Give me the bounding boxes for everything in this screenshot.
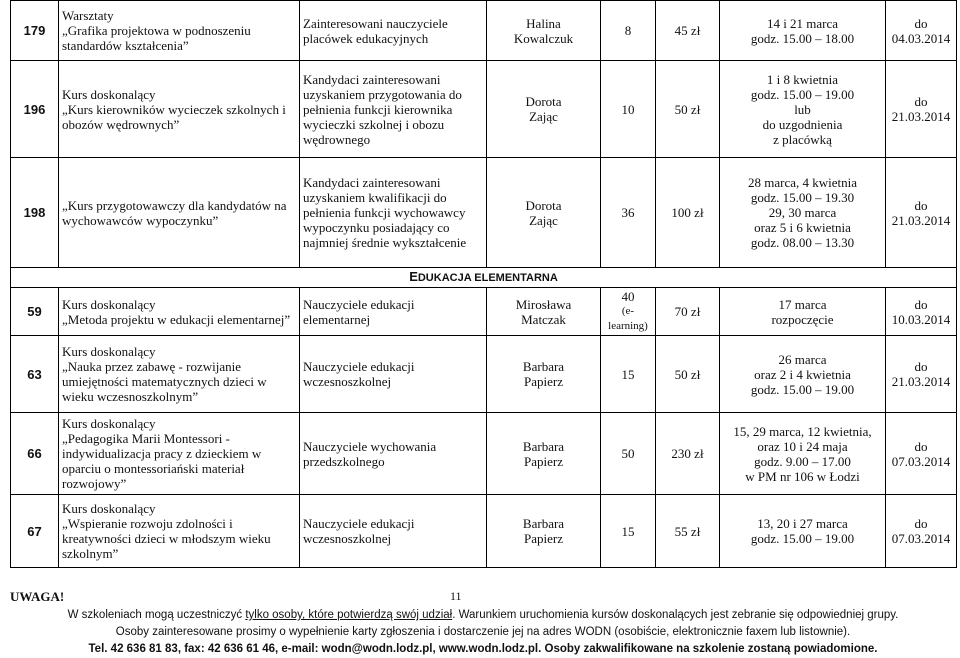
- footer-line-contact: Tel. 42 636 81 83, fax: 42 636 61 46, e-mail: wodn@wodn.lodz.pl, www.wodn.lodz.pl. Osoby zakwalifikowane na szkolenie zostaną powiadomione.: [88, 643, 878, 655]
- course-deadline: do 21.03.2014: [886, 158, 957, 268]
- course-hours: 15: [601, 495, 656, 568]
- course-dates: 17 marca rozpoczęcie: [720, 288, 886, 336]
- section-header-initial: E: [409, 269, 418, 284]
- course-dates: 1 i 8 kwietnia godz. 15.00 – 19.00 lub do uzgodnienia z placówką: [720, 61, 886, 158]
- course-deadline: do 04.03.2014: [886, 1, 957, 61]
- course-lead: Dorota Zając: [487, 61, 601, 158]
- participation-text-start: W szkoleniach mogą uczestniczyć: [67, 609, 246, 621]
- course-price: 230 zł: [656, 413, 720, 495]
- course-price: 100 zł: [656, 158, 720, 268]
- table-row: [11, 61, 957, 158]
- course-hours: 36: [601, 158, 656, 268]
- course-hours: 8: [601, 1, 656, 61]
- course-number: 59: [11, 288, 59, 336]
- course-deadline: do 07.03.2014: [886, 413, 957, 495]
- course-title: Kurs doskonalący „Kurs kierowników wycieczek szkolnych i obozów wędrownych”: [59, 61, 300, 158]
- footer-line-warning: [10, 588, 956, 607]
- course-dates: 26 marca oraz 2 i 4 kwietnia godz. 15.00 – 19.00: [720, 336, 886, 413]
- course-hours: [601, 288, 656, 336]
- course-dates: 13, 20 i 27 marca godz. 15.00 – 19.00: [720, 495, 886, 568]
- course-number: 67: [11, 495, 59, 568]
- course-title: Kurs doskonalący „Metoda projektu w edukacji elementarnej”: [59, 288, 300, 336]
- courses-table: [10, 0, 957, 568]
- course-hours: 50: [601, 413, 656, 495]
- course-dates: 28 marca, 4 kwietnia godz. 15.00 – 19.30 29, 30 marca oraz 5 i 6 kwietnia godz. 08.00 – 13.30: [720, 158, 886, 268]
- table-row: [11, 288, 957, 336]
- course-audience: Nauczyciele edukacji elementarnej: [300, 288, 487, 336]
- course-deadline: do 10.03.2014: [886, 288, 957, 336]
- course-lead: Mirosława Matczak: [487, 288, 601, 336]
- course-title: Warsztaty „Grafika projektowa w podnoszeniu standardów kształcenia”: [59, 1, 300, 61]
- course-number: 198: [11, 158, 59, 268]
- course-deadline: do 07.03.2014: [886, 495, 957, 568]
- course-lead: Barbara Papierz: [487, 413, 601, 495]
- course-number: 196: [11, 61, 59, 158]
- course-number: 63: [11, 336, 59, 413]
- section-header-rest: DUKACJA ELEMENTARNA: [417, 272, 558, 284]
- course-hours: 15: [601, 336, 656, 413]
- page-number: 11: [450, 589, 462, 603]
- course-audience: Kandydaci zainteresowani uzyskaniem kwalifikacji do pełnienia funkcji wychowawcy wypoczynku posiadający co najmniej średnie wykształcenie: [300, 158, 487, 268]
- section-header-row: [11, 268, 957, 288]
- course-dates: 15, 29 marca, 12 kwietnia, oraz 10 i 24 maja godz. 9.00 – 17.00 w PM nr 106 w Łodzi: [720, 413, 886, 495]
- course-dates: 14 i 21 marca godz. 15.00 – 18.00: [720, 1, 886, 61]
- course-price: 50 zł: [656, 336, 720, 413]
- table-row: [11, 1, 957, 61]
- course-price: 55 zł: [656, 495, 720, 568]
- course-title: Kurs doskonalący „Pedagogika Marii Montessori - indywidualizacja pracy z dzieckiem w oparciu o montessoriański materiał rozwojowy”: [59, 413, 300, 495]
- course-hours: 10: [601, 61, 656, 158]
- table-row: [11, 158, 957, 268]
- table-row: [11, 413, 957, 495]
- participation-text-end: . Warunkiem uruchomienia kursów doskonalących jest zebranie się odpowiedniej grupy.: [452, 609, 899, 621]
- course-hours-note: (e-learning): [608, 305, 648, 332]
- warning-label: UWAGA!: [10, 589, 65, 604]
- footer-notice: [10, 588, 956, 658]
- course-title: „Kurs przygotowawczy dla kandydatów na wychowawców wypoczynku”: [59, 158, 300, 268]
- participation-underlined: tylko osoby, które potwierdzą swój udział: [245, 609, 453, 621]
- course-audience: Kandydaci zainteresowani uzyskaniem przygotowania do pełnienia funkcji kierownika wycieczki szkolnej i obozu wędrownego: [300, 61, 487, 158]
- course-price: 45 zł: [656, 1, 720, 61]
- course-title: Kurs doskonalący „Wspieranie rozwoju zdolności i kreatywności dzieci w młodszym wieku szkolnym”: [59, 495, 300, 568]
- section-header: [11, 268, 957, 288]
- course-audience: Nauczyciele wychowania przedszkolnego: [300, 413, 487, 495]
- course-price: 70 zł: [656, 288, 720, 336]
- course-number: 179: [11, 1, 59, 61]
- course-title: Kurs doskonalący „Nauka przez zabawę - rozwijanie umiejętności matematycznych dzieci w wieku wczesnoszkolnym”: [59, 336, 300, 413]
- table-row: [11, 336, 957, 413]
- course-price: 50 zł: [656, 61, 720, 158]
- course-lead: Barbara Papierz: [487, 495, 601, 568]
- course-deadline: do 21.03.2014: [886, 336, 957, 413]
- table-row: [11, 495, 957, 568]
- course-lead: Dorota Zając: [487, 158, 601, 268]
- footer-line-registration: Osoby zainteresowane prosimy o wypełnienie karty zgłoszenia i dostarczenie jej na adres WODN (osobiście, elektronicznie faxem lub listownie).: [115, 626, 851, 638]
- course-number: 66: [11, 413, 59, 495]
- course-audience: Nauczyciele edukacji wczesnoszkolnej: [300, 336, 487, 413]
- course-audience: Nauczyciele edukacji wczesnoszkolnej: [300, 495, 487, 568]
- course-hours-value: 40: [621, 289, 635, 304]
- course-lead: Halina Kowalczuk: [487, 1, 601, 61]
- footer-line-participation: [10, 607, 956, 624]
- course-deadline: do 21.03.2014: [886, 61, 957, 158]
- course-lead: Barbara Papierz: [487, 336, 601, 413]
- course-audience: Zainteresowani nauczyciele placówek edukacyjnych: [300, 1, 487, 61]
